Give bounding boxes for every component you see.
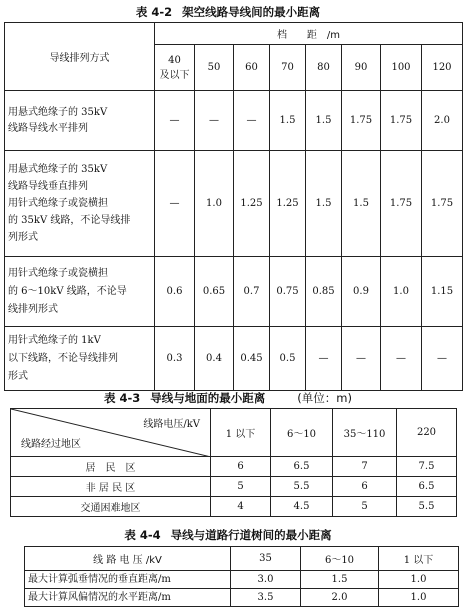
cell: 3.5 [231,589,301,607]
cell: 1.25 [270,151,306,257]
col-header: 40 及以下 [155,45,195,91]
table-4-2-head-span: 档 距 /m [155,23,463,45]
cell: 1.75 [422,151,463,257]
cell: 6 [211,457,271,477]
table-row [5,257,463,327]
cell: 6.5 [397,477,457,497]
col-header: 120 [422,45,463,91]
cell: 0.65 [195,257,234,327]
cell: 5 [333,497,397,517]
row-label: 用悬式绝缘子的 35kV 线路导线水平排列 [5,91,155,151]
cell: 0.85 [306,257,342,327]
cell: 5.5 [397,497,457,517]
cell: — [155,151,195,257]
col-header: 35 [231,547,301,571]
row-label: 用针式绝缘子或瓷横担 的 6～10kV 线路，不论导 线排列形式 [5,257,155,327]
table-row [11,477,457,497]
cell: — [306,327,342,391]
col-header: 90 [342,45,381,91]
cell: — [381,327,422,391]
row-label: 用悬式绝缘子的 35kV 线路导线垂直排列 用针式绝缘子或瓷横担 的 35kV 线路，不论导线排 列形式 [5,151,155,257]
cell: 1.5 [301,571,379,589]
table-number: 表 4-3 [104,391,141,405]
cell: 1.0 [381,257,422,327]
col-header: 35～110 [333,409,397,457]
table-4-2-title [0,4,466,20]
table-4-3 [10,408,457,517]
cell: 1.75 [342,91,381,151]
cell: 1.15 [422,257,463,327]
diag-head-bottom: 线路经过地区 [21,439,81,450]
col-header: 80 [306,45,342,91]
col-header: 70 [270,45,306,91]
cell: 0.75 [270,257,306,327]
cell: — [155,91,195,151]
table-row [5,91,463,151]
cell: 1.0 [195,151,234,257]
table-4-2 [4,22,463,391]
cell: — [234,91,270,151]
table-4-4-head-left: 线 路 电 压 /kV [25,547,231,571]
table-unit: (单位：m) [297,391,352,405]
cell: 6 [333,477,397,497]
col-header: 100 [381,45,422,91]
cell: 7.5 [397,457,457,477]
table-row [5,151,463,257]
cell: — [422,327,463,391]
table-row [25,589,459,607]
table-row [11,457,457,477]
cell: 0.45 [234,327,270,391]
row-label: 用针式绝缘子的 1kV 以下线路，不论导线排列 形式 [5,327,155,391]
cell: 6.5 [271,457,333,477]
col-header: 1 以下 [379,547,459,571]
table-row [5,327,463,391]
col-header: 1 以下 [211,409,271,457]
cell: 0.4 [195,327,234,391]
row-label: 最大计算风偏情况的水平距离/m [25,589,231,607]
cell: — [342,327,381,391]
table-number: 表 4-2 [135,5,173,19]
table-4-3-title [0,390,466,406]
table-row [11,497,457,517]
cell: 1.75 [381,91,422,151]
cell: 0.7 [234,257,270,327]
col-header: 6～10 [271,409,333,457]
row-label: 交通困难地区 [11,497,211,517]
diagonal-header-cell [11,409,211,457]
cell: 4 [211,497,271,517]
table-row [25,571,459,589]
cell: 5.5 [271,477,333,497]
cell: 1.5 [306,151,342,257]
table-4-4-title [0,527,466,543]
cell: 1.75 [381,151,422,257]
diag-head-top: 线路电压/kV [143,419,200,430]
col-header: 6～10 [301,547,379,571]
row-label: 非 居 民 区 [11,477,211,497]
cell: 1.5 [270,91,306,151]
cell: 1.5 [342,151,381,257]
cell: 4.5 [271,497,333,517]
row-label: 最大计算弧垂情况的垂直距离/m [25,571,231,589]
cell: 2.0 [301,589,379,607]
table-number: 表 4-4 [124,528,161,542]
cell: 3.0 [231,571,301,589]
cell: 2.0 [422,91,463,151]
cell: 1.25 [234,151,270,257]
table-title: 导线与地面的最小距离 [150,391,266,405]
table-title: 导线与道路行道树间的最小距离 [170,528,332,542]
cell: — [195,91,234,151]
col-header: 60 [234,45,270,91]
cell: 1.0 [379,589,459,607]
cell: 0.9 [342,257,381,327]
table-4-2-head-left: 导线排列方式 [5,23,155,91]
col-header: 220 [397,409,457,457]
col-header: 50 [195,45,234,91]
cell: 5 [211,477,271,497]
cell: 1.5 [306,91,342,151]
cell: 0.3 [155,327,195,391]
cell: 0.6 [155,257,195,327]
cell: 0.5 [270,327,306,391]
row-label: 居 民 区 [11,457,211,477]
table-title: 架空线路导线间的最小距离 [182,5,321,19]
cell: 7 [333,457,397,477]
table-4-4 [24,546,459,607]
cell: 1.0 [379,571,459,589]
